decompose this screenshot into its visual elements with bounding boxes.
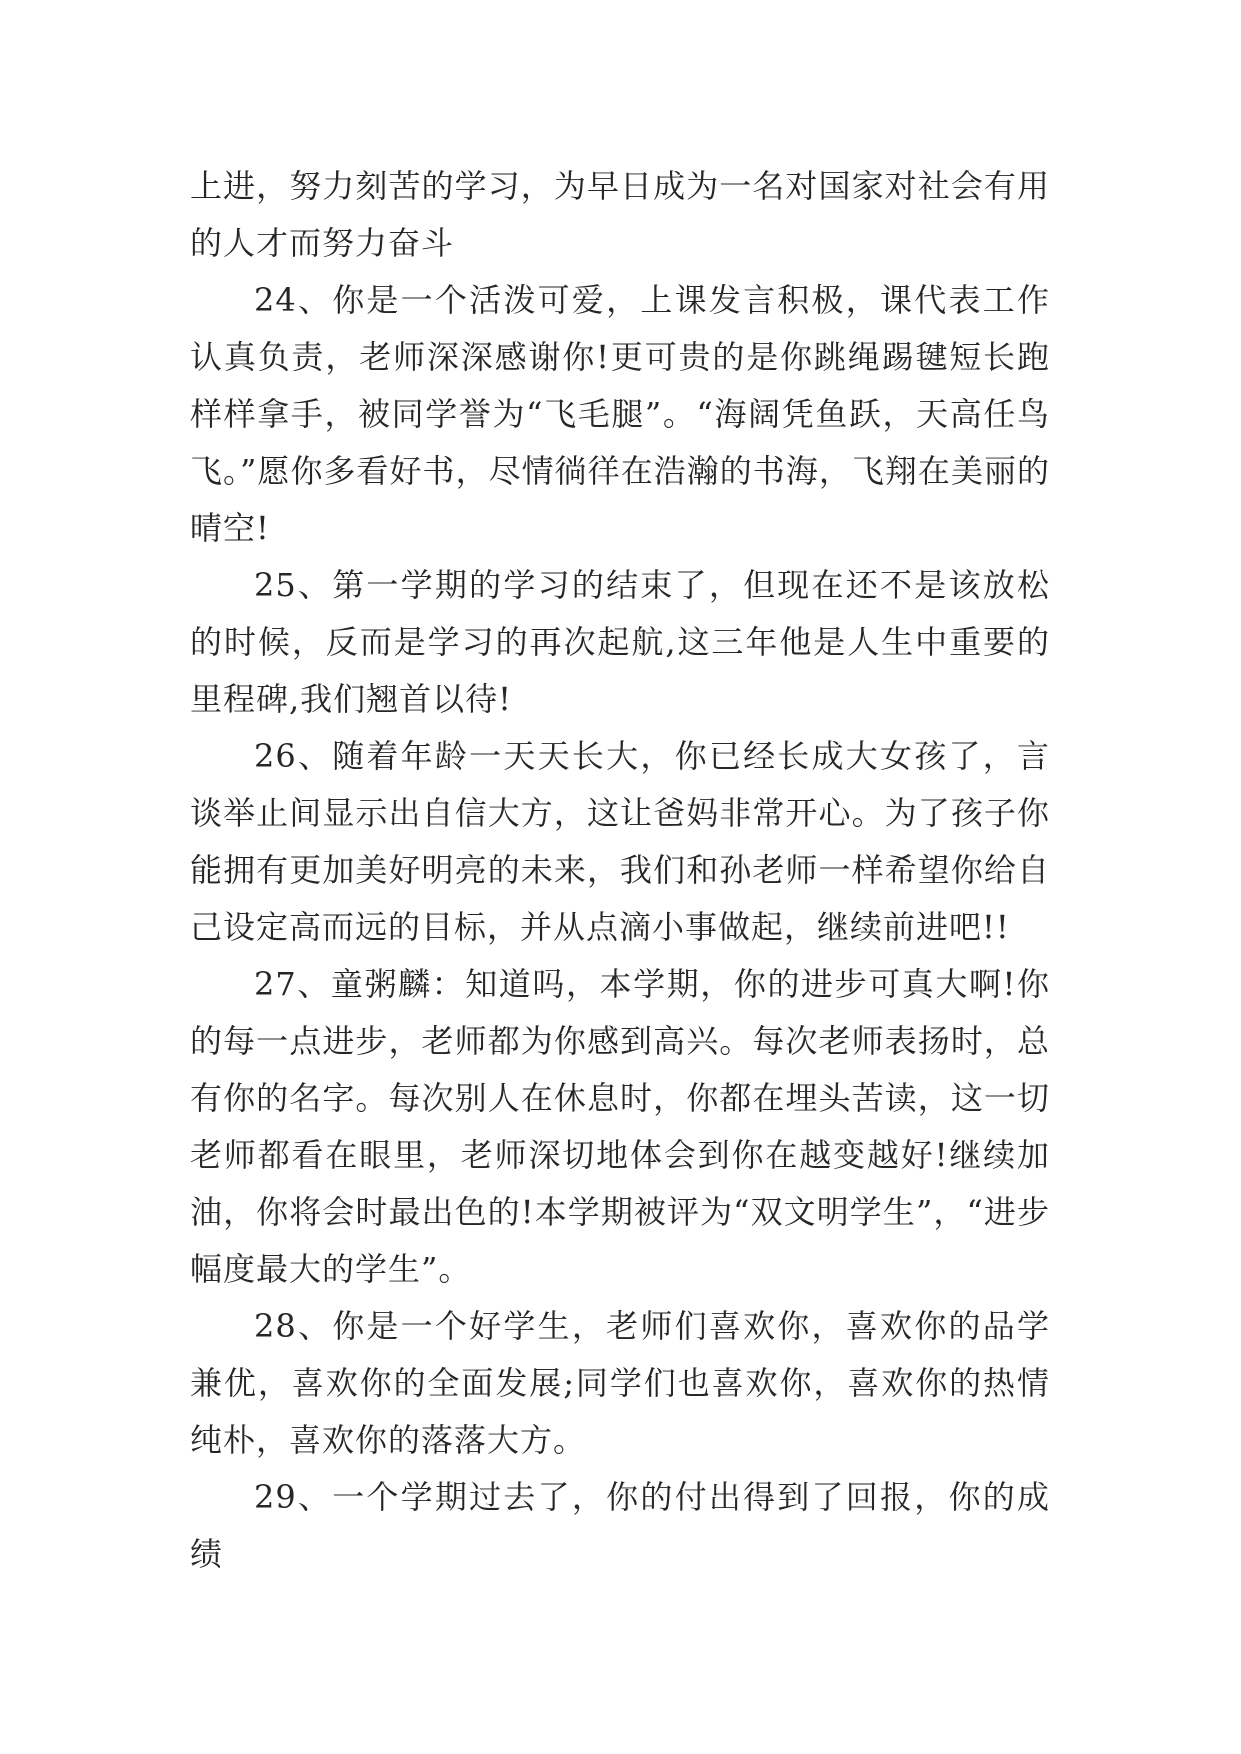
paragraph-28: 28、你是一个好学生，老师们喜欢你，喜欢你的品学兼优，喜欢你的全面发展;同学们也喜欢你，喜欢你的热情纯朴，喜欢你的落落大方。 <box>190 1307 1050 1459</box>
paragraph-24: 24、你是一个活泼可爱，上课发言积极，课代表工作认真负责，老师深深感谢你!更可贵的是你跳绳踢毽短长跑样样拿手，被同学誉为“飞毛腿”。“海阔凭鱼跃，天高任鸟飞。”愿你多看好书，尽情徜徉在浩瀚的书海，飞翔在美丽的晴空! <box>190 281 1050 547</box>
paragraph-29: 29、一个学期过去了，你的付出得到了回报，你的成绩 <box>190 1478 1050 1573</box>
document-body <box>190 158 1050 1583</box>
paragraph-26: 26、随着年龄一天天长大，你已经长成大女孩了，言谈举止间显示出自信大方，这让爸妈非常开心。为了孩子你能拥有更加美好明亮的未来，我们和孙老师一样希望你给自己设定高而远的目标，并从点滴小事做起，继续前进吧!! <box>190 737 1050 946</box>
paragraph-continued: 上进，努力刻苦的学习，为早日成为一名对国家对社会有用的人才而努力奋斗 <box>190 167 1050 262</box>
paragraph-27: 27、童粥麟：知道吗，本学期，你的进步可真大啊!你的每一点进步，老师都为你感到高兴。每次老师表扬时，总有你的名字。每次别人在休息时，你都在埋头苦读，这一切老师都看在眼里，老师深切地体会到你在越变越好!继续加油，你将会时最出色的!本学期被评为“双文明学生”，“进步幅度最大的学生”。 <box>190 965 1050 1288</box>
paragraph-25: 25、第一学期的学习的结束了，但现在还不是该放松的时候，反而是学习的再次起航,这三年他是人生中重要的里程碑,我们翘首以待! <box>190 566 1050 718</box>
